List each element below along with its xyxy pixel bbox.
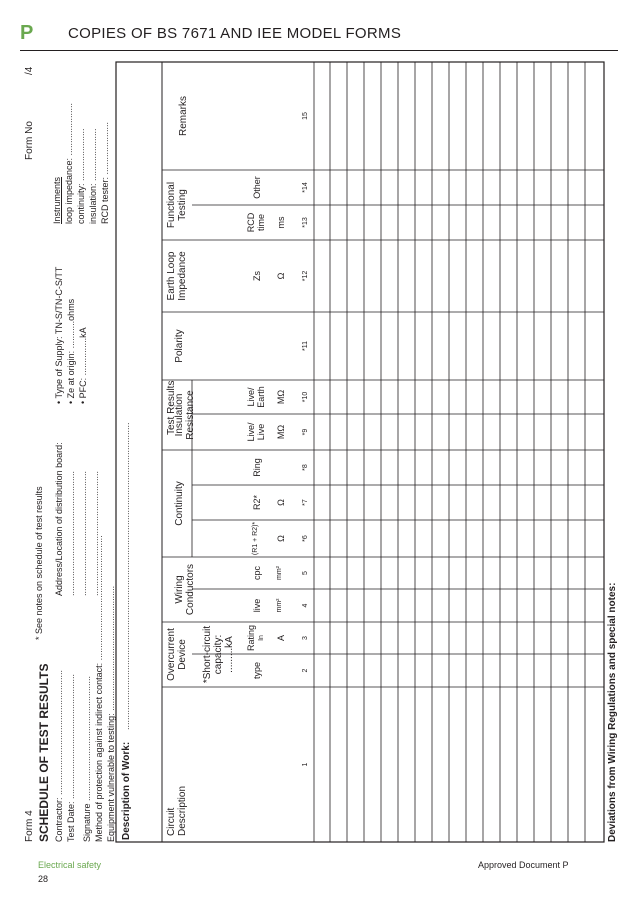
- test-date-field: Test Date: ..................................................: [66, 673, 76, 842]
- r2-unit: Ω: [276, 499, 286, 506]
- column-lines: [162, 170, 604, 687]
- rotated-form: [20, 60, 618, 850]
- ze-at-origin: • Ze at origin: ...........ohms: [66, 298, 76, 404]
- insulation-resistance-header: Insulation Resistance: [174, 390, 196, 440]
- overcurrent-device-header: Overcurrent Device: [166, 628, 188, 681]
- column-number: 5: [302, 571, 309, 575]
- r2-header: R2*: [252, 495, 262, 511]
- address-dots: ..................................................: [66, 470, 76, 596]
- rating-subscript: In: [258, 635, 265, 641]
- short-circuit-capacity: *Short-circuit capacity: .........kA: [202, 625, 235, 684]
- deviations-label: Deviations from Wiring Regulations and special notes:: [607, 582, 618, 842]
- column-number: *8: [302, 464, 309, 471]
- live-live-header: Live/ Live: [246, 422, 266, 442]
- cpc-unit: mm²: [276, 566, 283, 580]
- footnote-text: * See notes on schedule of test results: [34, 486, 44, 640]
- pfc: • PFC: ...............kA: [78, 327, 88, 404]
- rcd-time-unit: ms: [276, 216, 286, 229]
- circuit-description-header: Circuit Description: [166, 785, 188, 836]
- rating-header: Rating: [246, 625, 256, 652]
- column-number: 15: [302, 112, 309, 120]
- column-number: *11: [302, 341, 309, 351]
- supply-type: • Type of Supply: TN-S/TN-C-S/TT: [54, 266, 64, 404]
- column-number: *9: [302, 428, 309, 436]
- column-number: *13: [302, 217, 309, 228]
- wiring-conductors-header: Wiring Conductors: [174, 563, 196, 616]
- r1-r2-unit: Ω: [276, 535, 286, 542]
- live-unit: mm²: [276, 598, 283, 613]
- zs-header: Zs: [252, 271, 262, 281]
- test-results-header: Test Results: [166, 380, 177, 435]
- cpc-header: cpc: [252, 566, 262, 581]
- description-of-work-label: Description of Work:: [121, 741, 132, 840]
- footer-section-title: Electrical safety: [38, 860, 102, 870]
- remarks-header: Remarks: [178, 96, 189, 137]
- description-of-work-dots: ...........................................................................................................................: [121, 422, 131, 730]
- earth-loop-impedance-header: Earth Loop Impedance: [166, 251, 188, 301]
- r1-r2-header: (R1 + R2)*: [252, 521, 259, 556]
- live-earth-unit: MΩ: [276, 389, 286, 405]
- column-number: *6: [302, 535, 309, 542]
- contractor-field: Contractor: ..................................................: [54, 669, 64, 842]
- circuit-row-lines: [314, 62, 585, 842]
- column-number: 4: [302, 603, 309, 608]
- column-number: *14: [302, 182, 309, 193]
- live-earth-header: Live/ Earth: [246, 386, 266, 408]
- live-header: live: [252, 598, 262, 613]
- other-header: Other: [252, 176, 262, 199]
- signature-field: Signature ..................................................: [82, 675, 92, 842]
- loop-impedance-field: loop impedance: .....................: [64, 102, 74, 224]
- equipment-field: Equipment vulnerable to testing: ..................................................: [106, 585, 116, 842]
- rating-unit: A: [276, 635, 286, 642]
- continuity-field: continuity: .....................: [76, 128, 86, 224]
- page-header-title: COPIES OF BS 7671 AND IEE MODEL FORMS: [68, 25, 402, 42]
- column-number: *12: [302, 270, 309, 282]
- column-number: *10: [302, 391, 309, 403]
- address-label: Address/Location of distribution board:: [54, 442, 64, 596]
- footer-document-title: Approved Document P: [478, 860, 569, 870]
- section-letter: P: [20, 22, 34, 44]
- header-rule: [20, 50, 618, 51]
- rcd-tester-field: RCD tester: .....................: [100, 121, 110, 224]
- address-dots: ..................................................: [90, 470, 100, 596]
- instruments-title: Instruments: [52, 176, 62, 224]
- column-number: 2: [302, 668, 309, 673]
- column-number: 3: [302, 636, 309, 640]
- column-number: *7: [302, 499, 309, 506]
- ring-header: Ring: [252, 458, 262, 477]
- rcd-time-header: RCD time: [246, 212, 266, 233]
- insulation-field: insulation: .....................: [88, 128, 98, 224]
- column-number: 1: [302, 762, 309, 767]
- polarity-header: Polarity: [174, 329, 185, 363]
- functional-testing-header: Functional Testing: [166, 181, 188, 229]
- address-dots: ..................................................: [78, 470, 88, 596]
- live-live-unit: MΩ: [276, 424, 286, 440]
- form-no-label: Form No: [24, 121, 35, 160]
- continuity-header: Continuity: [174, 481, 185, 526]
- form-number-label: Form 4: [24, 810, 35, 842]
- zs-unit: Ω: [276, 272, 286, 280]
- method-field: Method of protection against indirect contact: ..................................................: [94, 535, 104, 842]
- table-border: [116, 62, 604, 842]
- footer-page-number: 28: [38, 874, 49, 884]
- type-header: type: [252, 662, 262, 680]
- form-no-suffix: /4: [24, 66, 35, 75]
- form-title: SCHEDULE OF TEST RESULTS: [37, 663, 51, 842]
